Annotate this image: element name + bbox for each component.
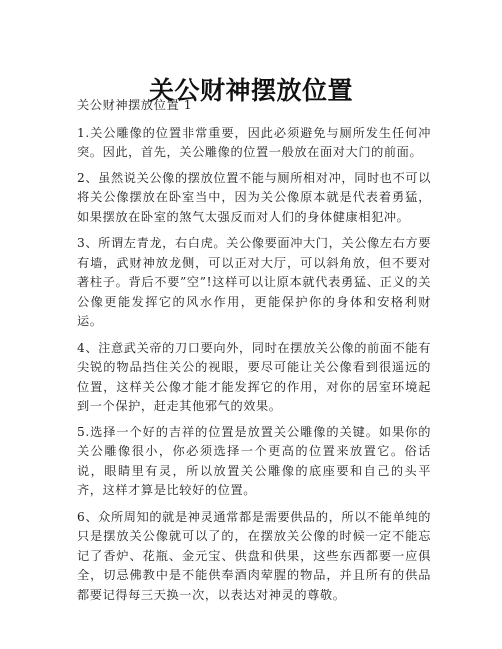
document-body xyxy=(77,96,431,605)
document-title: 关公财神摆放位置 xyxy=(148,75,353,105)
paragraph-3: 3、所谓左青龙，右白虎。关公像要面冲大门，关公像左右方要有墙，武财神放龙侧，可以正对大厅，可以斜角放，但不要对著柱子。背后不要”空”!这样可以让原本就代表勇猛、正义的关公像更能发挥它的风水作用，更能保护你的身体和安格利财运。 xyxy=(77,236,431,328)
paragraph-6: 6、众所周知的就是神灵通常都是需要供品的，所以不能单纯的只是摆放关公像就可以了的，在摆放关公像的时候一定不能忘记了香炉、花瓶、金元宝、供盘和供果，这些东西都要一应俱全，切忌佛教中是不能供奉酒肉荤腥的物品，并且所有的供品都要记得每三天换一次，以表达对神灵的尊敬。 xyxy=(77,509,431,602)
paragraph-5: 5.选择一个好的吉祥的位置是放置关公雕像的关键。如果你的关公雕像很小，你必须选择一个更高的位置来放置它。俗话说，眼睛里有灵，所以放置关公雕像的底座要和自己的头平齐，这样才算是比较好的位置。 xyxy=(77,424,431,497)
paragraph-1: 1.关公雕像的位置非常重要，因此必须避免与厕所发生任何冲突。因此，首先，关公雕像的位置一般放在面对大门的前面。 xyxy=(77,125,431,159)
document-subtitle: 关公财神摆放位置 1 xyxy=(77,98,193,112)
paragraph-2: 2、虽然说关公像的摆放位置不能与厕所相对冲，同时也不可以将关公像摆放在卧室当中，因为关公像原本就是代表着勇猛，如果摆放在卧室的煞气太强反而对人们的身体健康相犯冲。 xyxy=(77,170,431,224)
paragraph-4: 4、注意武关帝的刀口要向外，同时在摆放关公像的前面不能有尖锐的物品挡住关公的视眼，要尽可能让关公像看到很遥远的位置，这样关公像才能才能发挥它的作用，对你的居室环境起到一个保护，赶走其他邪气的效果。 xyxy=(77,340,431,413)
